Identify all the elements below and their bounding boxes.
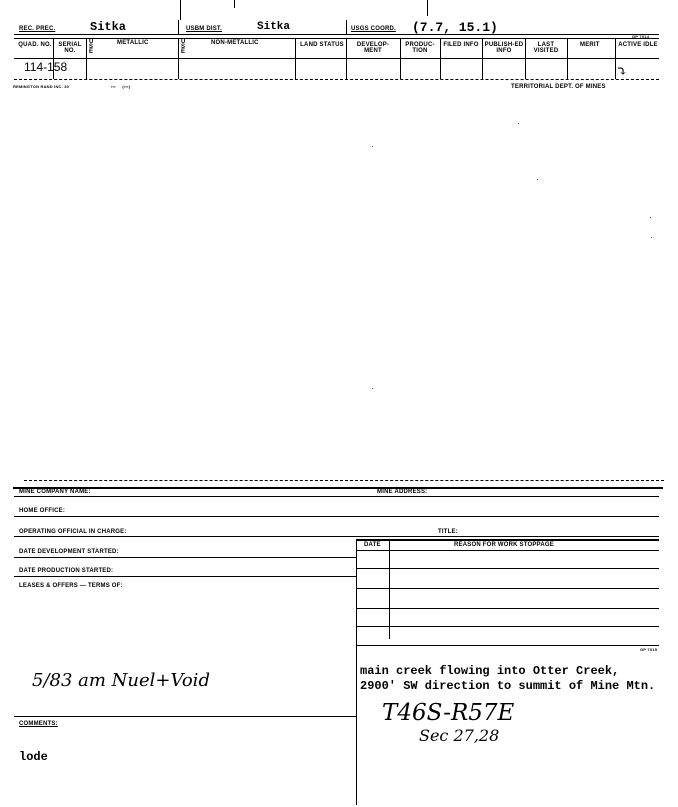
form-number: GP 7014 (632, 34, 650, 39)
leases-label: LEASES & OFFERS — TERMS OF: (19, 583, 123, 589)
col-published-info: PUBLISH-ED INFO (484, 42, 524, 54)
rule (14, 536, 659, 537)
typed-note-line-1: main creek flowing into Otter Creek, (360, 664, 620, 678)
printer-code: ▪▪▪ (▪▪▪) (111, 84, 131, 89)
col-metallic: METALLIC (117, 40, 149, 46)
divider (567, 38, 568, 79)
column-rule (14, 38, 659, 39)
form-number-bottom: GP 7015 (640, 647, 658, 652)
divider (440, 38, 441, 79)
printer-imprint: REMINGTON RAND INC. 30 (13, 84, 70, 89)
header-rule (14, 34, 659, 35)
rule (357, 626, 659, 627)
usbm-dist-label: USBM DIST. (186, 26, 223, 32)
comments-label: COMMENTS: (19, 721, 58, 727)
divider (389, 539, 390, 639)
col-use-non-metallic: U S E (181, 39, 186, 55)
typed-note-line-2: 2900' SW direction to summit of Mine Mtn. (360, 679, 656, 693)
date-column-header: DATE (364, 542, 381, 548)
speck (372, 388, 373, 389)
col-active-idle: ACTIVE IDLE (618, 42, 658, 48)
card-top-rule (13, 487, 663, 489)
rule (14, 496, 659, 497)
rule (14, 516, 659, 517)
rule (357, 608, 659, 609)
divider (356, 539, 357, 805)
divider (482, 38, 483, 79)
handwritten-section: Sec 27,28 (419, 726, 500, 745)
handwritten-date-note: 5/83 am Nuel+Void (32, 670, 210, 691)
col-non-metallic: NON-METALLIC (211, 40, 259, 46)
divider (346, 20, 347, 35)
check-mark-icon: ⤵ (616, 64, 628, 80)
serial-value: 114-158 (24, 60, 68, 74)
col-production: PRODUC-TION (405, 42, 435, 54)
handwritten-township: T46S-R57E (382, 700, 515, 726)
rule (14, 557, 356, 558)
divider (427, 0, 428, 16)
rule (357, 568, 659, 569)
rule (357, 539, 659, 541)
rule (14, 716, 356, 717)
usgs-coord-label: USGS COORD. (351, 26, 396, 32)
speck (650, 217, 651, 218)
col-merit: MERIT (580, 42, 600, 48)
usbm-dist-value: Sitka (257, 21, 291, 33)
speck (537, 179, 538, 180)
divider (234, 0, 235, 8)
col-development: DEVELOP-MENT (356, 42, 390, 54)
mine-address-label: MINE ADDRESS: (377, 489, 428, 495)
divider (295, 38, 296, 79)
divider (525, 38, 526, 79)
rule (357, 588, 659, 589)
divider (178, 20, 179, 35)
divider (86, 38, 87, 79)
divider (178, 38, 179, 79)
dept-imprint: TERRITORIAL DEPT. OF MINES (511, 84, 606, 90)
speck (372, 146, 373, 147)
column-rule (14, 79, 659, 80)
rule (357, 645, 659, 646)
usgs-coord-value: (7.7, 15.1) (412, 20, 498, 35)
rule (14, 576, 356, 577)
rec-prec-label: REC. PREC. (19, 26, 56, 32)
rec-prec-value: Sitka (90, 20, 127, 34)
date-development-label: DATE DEVELOPMENT STARTED: (19, 549, 119, 555)
speck (518, 123, 519, 124)
comments-value: lode (19, 750, 48, 764)
col-serial-no: SERIAL NO. (58, 42, 82, 54)
reason-column-header: REASON FOR WORK STOPPAGE (454, 542, 554, 548)
divider (180, 0, 181, 20)
col-land-status: LAND STATUS (300, 42, 344, 48)
col-last-visited: LAST VISITED (533, 42, 559, 54)
col-filed-info: FILED INFO (443, 42, 479, 48)
date-production-label: DATE PRODUCTION STARTED: (19, 568, 114, 574)
title-label: TITLE: (438, 529, 458, 535)
column-rule (14, 58, 659, 59)
col-use-metallic: U S E (89, 39, 94, 55)
rule (357, 550, 659, 551)
speck (651, 237, 652, 238)
tear-edge (24, 480, 664, 481)
divider (346, 38, 347, 79)
col-quad-no: QUAD. NO. (18, 42, 52, 48)
home-office-label: HOME OFFICE: (19, 508, 66, 514)
operating-official-label: OPERATING OFFICIAL IN CHARGE: (19, 529, 127, 535)
mine-company-label: MINE COMPANY NAME: (19, 489, 91, 495)
